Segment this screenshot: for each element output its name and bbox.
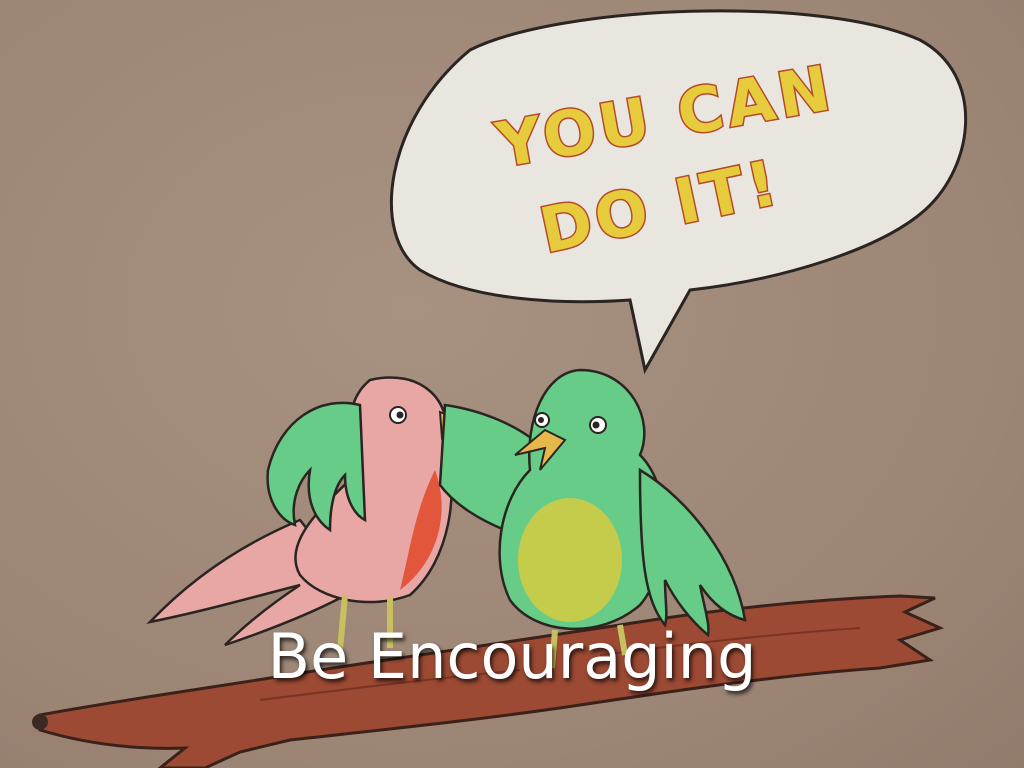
branch-knot bbox=[32, 714, 48, 730]
bubble-text-line-1: YOU CAN bbox=[491, 50, 840, 183]
green-bird-pupil-left bbox=[538, 417, 544, 423]
green-bird-belly bbox=[518, 498, 622, 622]
green-bird-right-wing bbox=[640, 470, 745, 635]
pink-bird bbox=[150, 377, 465, 650]
speech-bubble bbox=[391, 11, 965, 370]
pink-bird-pupil bbox=[397, 412, 404, 419]
green-bird-pupil-right bbox=[593, 422, 600, 429]
bubble-text-line-2: DO IT! bbox=[533, 145, 787, 268]
slide-caption: Be Encouraging bbox=[267, 620, 757, 693]
